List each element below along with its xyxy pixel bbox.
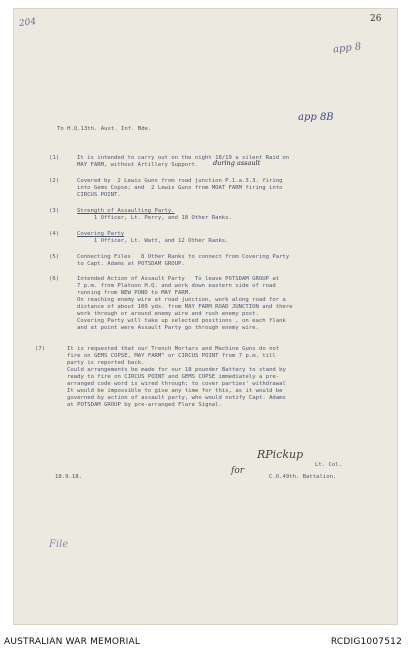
item-line: CIRCUS POINT. xyxy=(77,192,121,198)
item-line: fire on GEMS COPSE, MAY FARM" or CIRCUS POINT from 7 p.m. till xyxy=(67,353,276,359)
signature: RPickup xyxy=(257,448,304,461)
item-line: On reaching enemy wire at road junction, work along road for a xyxy=(77,297,286,303)
item-line: work through or around enemy wire and rush enemy post. xyxy=(77,311,259,317)
document-page xyxy=(13,8,398,625)
item-line: to Capt. Adams at POTSDAM GROUP. xyxy=(77,261,185,267)
item-line: ready to fire on CIRCUS POINT and GEMS COPSE immediately a pre- xyxy=(67,374,280,380)
item-line: distance of about 100 yds. from MAY FARM ROAD JUNCTION and there xyxy=(77,304,293,310)
file-annotation: File xyxy=(49,539,69,550)
item-line: Connecting Files 8 Other Ranks to connect from Covering Party xyxy=(77,254,290,260)
handwritten-insertion: during assault xyxy=(213,159,261,167)
item-line: Covered by 2 Lewis Guns from road junction P.1.a.3.3. firing xyxy=(77,178,283,184)
signoff-rank: Lt. Col. xyxy=(315,462,342,468)
item-line: 7 p.m. from Platoon H.Q. and work down eastern side of road xyxy=(77,283,276,289)
item-line: MAY FARM, without Artillery Support. xyxy=(77,162,199,168)
appendix-mark-top: app 8 xyxy=(332,41,362,56)
item-line: into Gems Copse; and 2 Lewis Guns from MOAT FARM firing into xyxy=(77,185,283,191)
item-line: and at point were Assault Party go through enemy wire. xyxy=(77,325,259,331)
item-line: 1 Officer, Lt. Perry, and 18 Other Ranks. xyxy=(77,215,232,221)
item-heading: Strength of Assaulting Party. xyxy=(77,208,175,214)
item-line: running from NEW POND to MAY FARM. xyxy=(77,290,192,296)
document-date: 18.9.18. xyxy=(55,474,82,480)
item-line: governed by action of assault party, who would notify Capt. Adams xyxy=(67,395,286,401)
item-line: Could arrangements be made for our 18 pounder Battery to stand by xyxy=(67,367,286,373)
item-line: It is intended to carry out on the night 18/19 a silent Raid on xyxy=(77,155,290,161)
addressee-line: To H.Q.13th. Aust. Inf. Bde. xyxy=(57,126,152,132)
item-heading: Covering Party xyxy=(77,231,125,237)
item-number: (1) xyxy=(49,155,60,161)
item-number: (3) xyxy=(49,208,60,214)
footer-catalogue-id: RCDIG1007512 xyxy=(330,637,402,647)
archive-reference-mark: 204 xyxy=(18,16,37,30)
item-line: Intended Action of Assault Party To leave POTSDAM GROUP at xyxy=(77,276,280,282)
item-line: 1 Officer, Lt. Watt, and 12 Other Ranks. xyxy=(77,238,229,244)
item-number: (2) xyxy=(49,178,60,184)
item-line: party is reported back. xyxy=(67,360,145,366)
for-annotation: for xyxy=(231,466,245,476)
signoff-unit: C.O.49th. Battalion. xyxy=(269,474,337,480)
item-line: at POTSDAM GROUP by pre-arranged Flare Signal. xyxy=(67,402,222,408)
item-line: It would be impossible to give any time for this, as it would be xyxy=(67,388,283,394)
item-number: (6) xyxy=(49,276,60,282)
item-number: (5) xyxy=(49,254,60,260)
footer-institution: AUSTRALIAN WAR MEMORIAL xyxy=(4,637,141,647)
item-number: (7) xyxy=(35,346,46,352)
item-line: Covering Party will take up selected positions , on each flank xyxy=(77,318,286,324)
appendix-mark-b: app 8B xyxy=(298,112,334,123)
item-line: arranged code word is wired through; to cover parties' withdrawal xyxy=(67,381,286,387)
page-number: 26 xyxy=(370,14,382,24)
item-number: (4) xyxy=(49,231,60,237)
item-line: It is requested that our Trench Mortars and Machine Guns do not xyxy=(67,346,280,352)
